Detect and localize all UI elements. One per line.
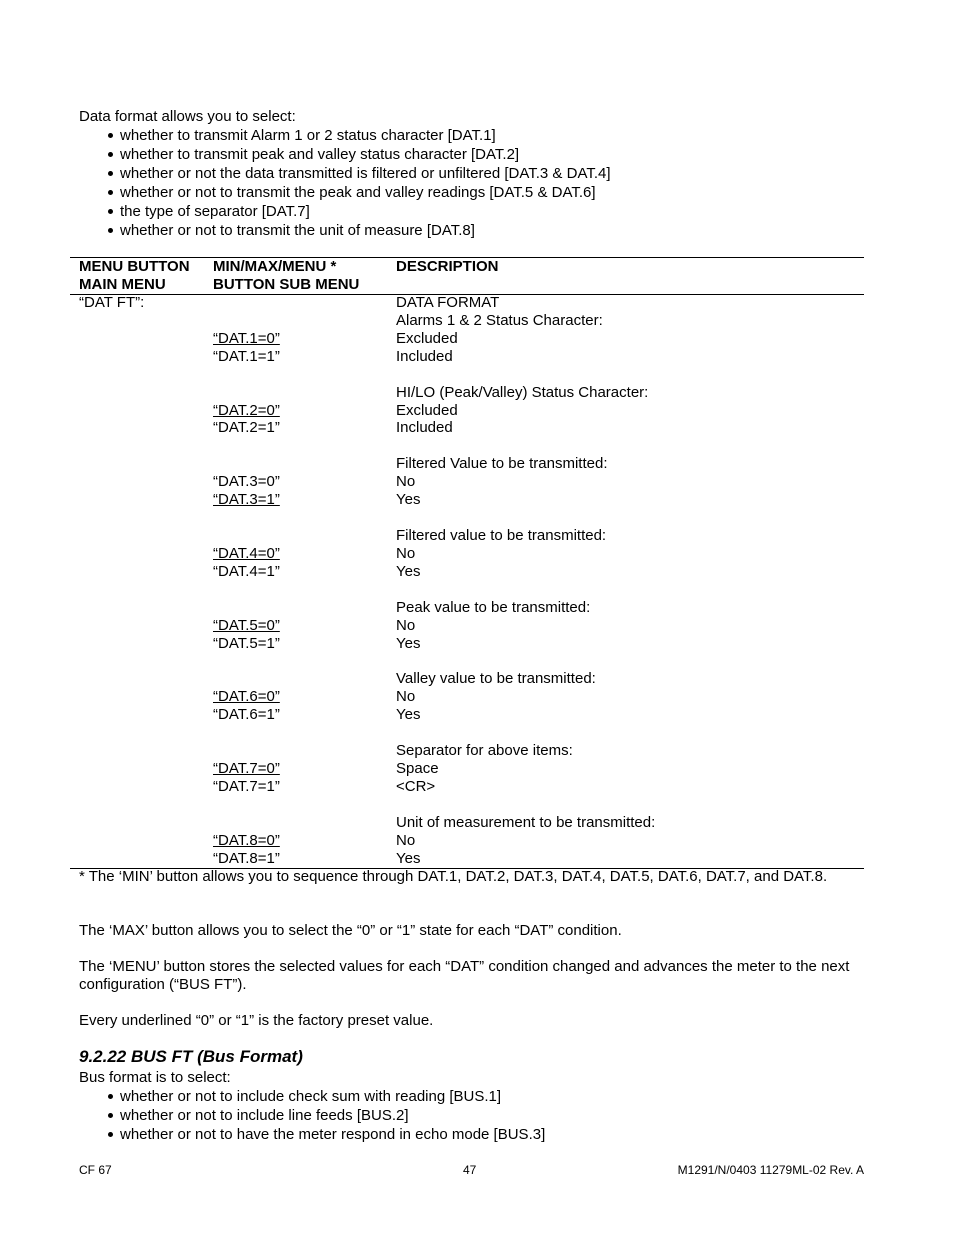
option-description: Yes [396, 850, 421, 867]
header-line: MIN/MAX/MENU * [213, 258, 337, 275]
option-cell: “DAT.5=0” [213, 617, 280, 634]
header-sub-menu [213, 258, 359, 294]
max-button-note: The ‘MAX’ button allows you to select the “0” or “1” state for each “DAT” condition. [79, 922, 622, 939]
section-heading: 9.2.22 BUS FT (Bus Format) [79, 1047, 303, 1066]
group-heading: Alarms 1 & 2 Status Character: [396, 312, 603, 329]
option-description: Excluded [396, 330, 458, 347]
option-cell: “DAT.8=0” [213, 832, 280, 849]
option-description: Included [396, 419, 453, 436]
header-line: MAIN MENU [79, 276, 166, 293]
option-cell: “DAT.4=1” [213, 563, 280, 580]
option-cell: “DAT.5=1” [213, 635, 280, 652]
group-heading: Filtered Value to be transmitted: [396, 455, 608, 472]
group-heading: HI/LO (Peak/Valley) Status Character: [396, 384, 649, 401]
list-item: whether or not to have the meter respond in echo mode [BUS.3] [79, 1125, 545, 1144]
list-item: whether to transmit peak and valley status character [DAT.2] [79, 145, 611, 164]
option-description: No [396, 473, 416, 490]
option-cell: “DAT.7=1” [213, 778, 280, 795]
option-cell: “DAT.4=0” [213, 545, 280, 562]
min-button-note: * The ‘MIN’ button allows you to sequence through DAT.1, DAT.2, DAT.3, DAT.4, DAT.5, DAT.6, DAT.7, and DAT.8. [79, 868, 828, 885]
option-cell: “DAT.6=0” [213, 688, 280, 705]
option-description: Yes [396, 706, 421, 723]
footer-left: CF 67 [79, 1163, 112, 1177]
option-description: No [396, 688, 416, 705]
bus-bullet-list [79, 1087, 545, 1144]
group-heading: Separator for above items: [396, 742, 573, 759]
description-title: DATA FORMAT [396, 294, 500, 311]
option-cell: “DAT.3=1” [213, 491, 280, 508]
option-description: No [396, 617, 416, 634]
option-description: Included [396, 348, 453, 365]
factory-preset-note: Every underlined “0” or “1” is the factory preset value. [79, 1012, 434, 1029]
group-heading: Filtered value to be transmitted: [396, 527, 607, 544]
option-description: Excluded [396, 402, 458, 419]
section-intro: Bus format is to select: [79, 1069, 231, 1086]
header-menu-button [79, 258, 190, 294]
group-heading: Unit of measurement to be transmitted: [396, 814, 656, 831]
page-number: 47 [463, 1163, 477, 1177]
group-heading: Valley value to be transmitted: [396, 670, 596, 687]
footer-right: M1291/N/0403 11279ML-02 Rev. A [677, 1163, 864, 1177]
option-description: <CR> [396, 778, 436, 795]
option-description: No [396, 832, 416, 849]
list-item: whether or not to include line feeds [BUS.2] [79, 1106, 545, 1125]
option-cell: “DAT.3=0” [213, 473, 280, 490]
header-line: BUTTON SUB MENU [213, 276, 360, 293]
option-description: Yes [396, 635, 421, 652]
list-item: whether or not to transmit the peak and valley readings [DAT.5 & DAT.6] [79, 183, 611, 202]
header-line: MENU BUTTON [79, 258, 190, 275]
list-item: whether or not to transmit the unit of measure [DAT.8] [79, 221, 611, 240]
option-description: Yes [396, 563, 421, 580]
list-item: whether or not to include check sum with reading [BUS.1] [79, 1087, 545, 1106]
option-cell: “DAT.6=1” [213, 706, 280, 723]
option-cell: “DAT.8=1” [213, 850, 280, 867]
intro-bullet-list [79, 126, 611, 240]
list-item: whether to transmit Alarm 1 or 2 status character [DAT.1] [79, 126, 611, 145]
option-cell: “DAT.1=0” [213, 330, 280, 347]
header-description: DESCRIPTION [396, 258, 499, 275]
group-heading: Peak value to be transmitted: [396, 599, 591, 616]
menu-button-note: The ‘MENU’ button stores the selected values for each “DAT” condition changed and advances the meter to the next configuration (“BUS FT”). [79, 958, 850, 993]
option-cell: “DAT.1=1” [213, 348, 280, 365]
option-description: Yes [396, 491, 421, 508]
option-description: No [396, 545, 416, 562]
main-menu-cell: “DAT FT”: [79, 294, 145, 311]
option-cell: “DAT.2=1” [213, 419, 280, 436]
option-description: Space [396, 760, 439, 777]
list-item: whether or not the data transmitted is filtered or unfiltered [DAT.3 & DAT.4] [79, 164, 611, 183]
intro-text: Data format allows you to select: [79, 108, 296, 125]
list-item: the type of separator [DAT.7] [79, 202, 611, 221]
option-cell: “DAT.7=0” [213, 760, 280, 777]
option-cell: “DAT.2=0” [213, 402, 280, 419]
